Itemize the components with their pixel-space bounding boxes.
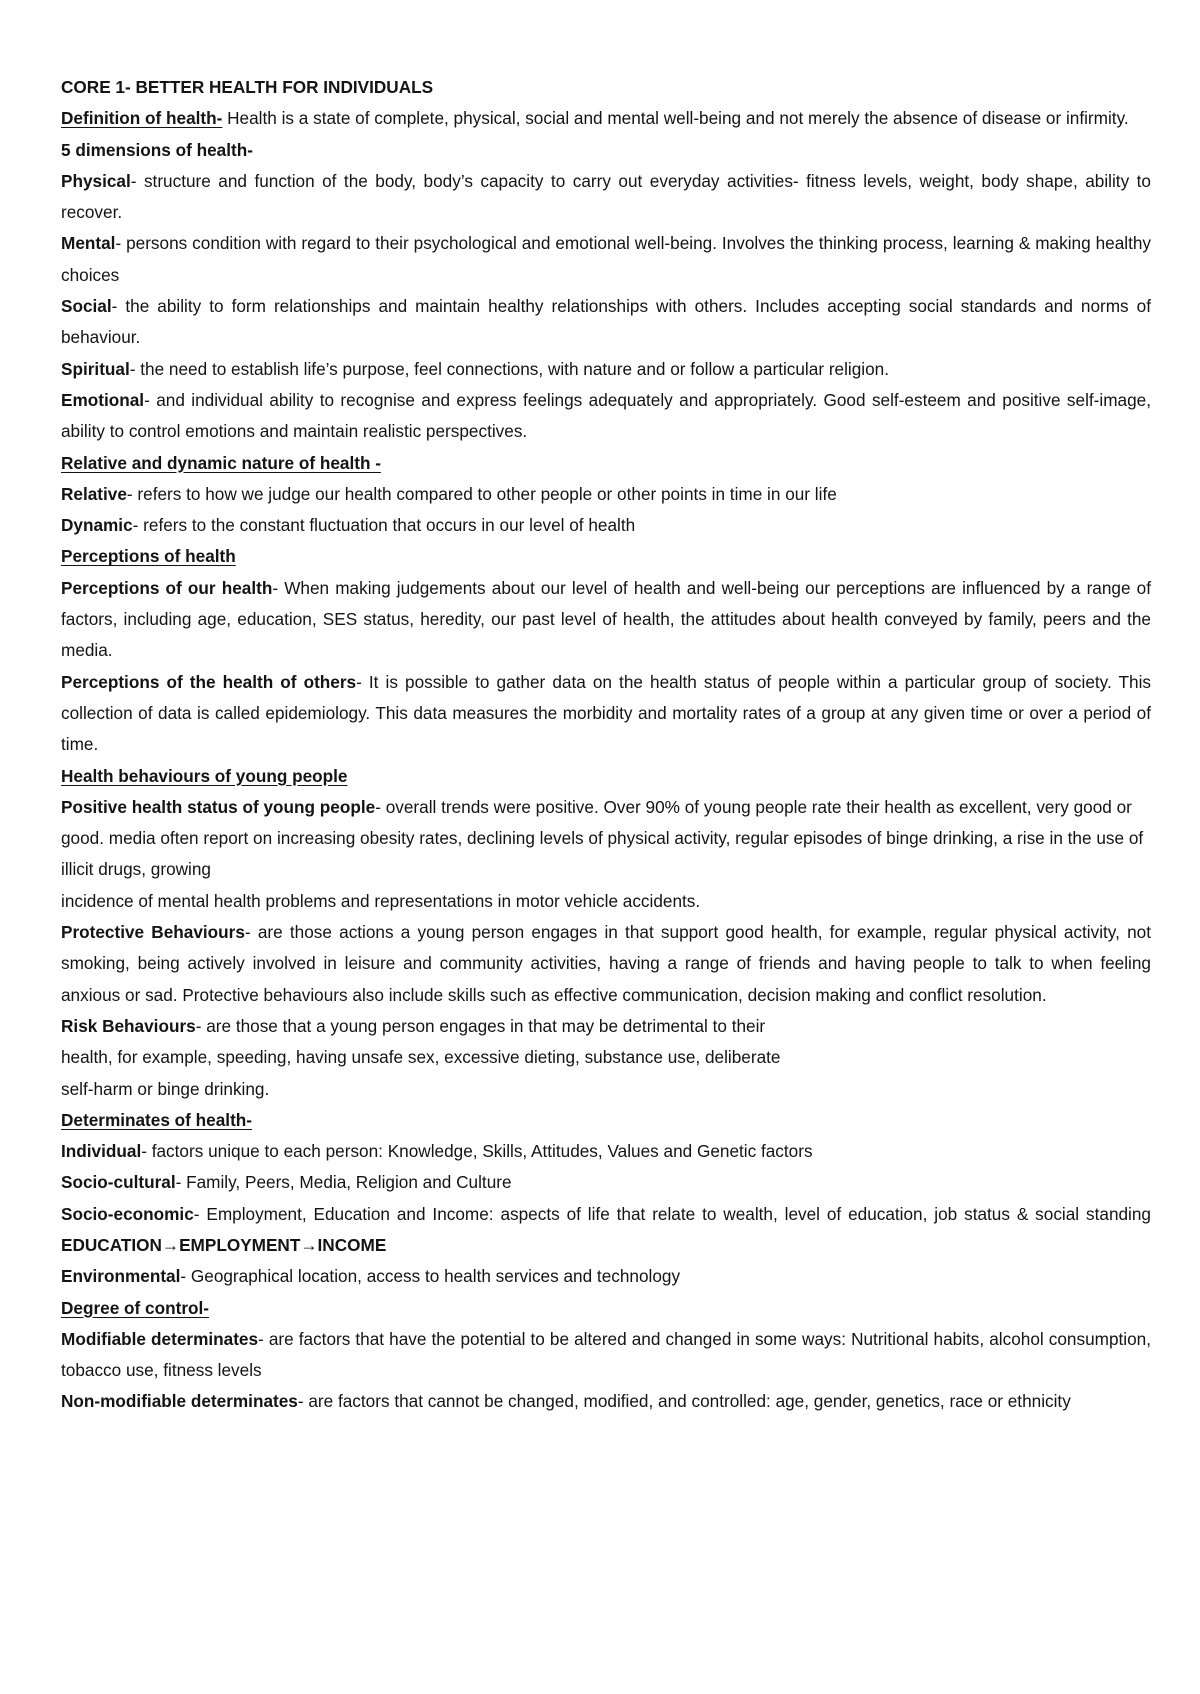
dimension-spiritual <box>61 354 1151 385</box>
environmental-term: Environmental <box>61 1266 181 1287</box>
document-title: CORE 1- BETTER HEALTH FOR INDIVIDUALS <box>61 77 434 97</box>
dimension-text: - and individual ability to recognise and express feelings adequately and appropriately. Good self-esteem and positive self-image, ability to control emotions and maintain realistic perspectives. <box>61 389 1151 442</box>
perceptions-others-term: Perceptions of the health of others <box>61 671 357 692</box>
perceptions-own-text: - When making judgements about our level of health and well-being our perceptions are influenced by a range of factors, including age, education, SES status, heredity, our past level of health, the attitudes about health conveyed by family, peers and the media. <box>61 577 1152 661</box>
nonmodifiable-term: Non-modifiable determinates <box>61 1391 298 1412</box>
risk-behaviours-term: Risk Behaviours <box>61 1015 196 1036</box>
individual-text: - factors unique to each person: Knowledge, Skills, Attitudes, Values and Genetic factors <box>141 1141 813 1162</box>
determinates-heading: Determinates of health- <box>61 1109 253 1130</box>
risk-behaviours-continuation: health, for example, speeding, having unsafe sex, excessive dieting, substance use, deliberate <box>61 1047 781 1068</box>
relative-term: Relative <box>61 483 127 504</box>
nonmodifiable-text: - are factors that cannot be changed, modified, and controlled: age, gender, genetics, race or ethnicity <box>297 1391 1071 1412</box>
protective-behaviours-paragraph <box>61 917 1151 1011</box>
dimension-term: Spiritual <box>61 358 130 379</box>
dynamic-paragraph <box>61 510 1151 541</box>
document-page <box>61 72 1151 1418</box>
sociocultural-term: Socio-cultural <box>61 1172 176 1193</box>
socioeconomic-paragraph <box>61 1199 1151 1262</box>
dimension-text: - persons condition with regard to their psychological and emotional well-being. Involves the thinking process, learning & making healthy choices <box>61 233 1151 285</box>
modifiable-term: Modifiable determinates <box>61 1328 259 1349</box>
dimension-text: - the need to establish life’s purpose, feel connections, with nature and or follow a particular religion. <box>129 358 890 379</box>
dimension-physical <box>61 166 1151 229</box>
dimension-social <box>61 291 1151 354</box>
dynamic-term: Dynamic <box>61 515 133 536</box>
individual-term: Individual <box>61 1141 142 1162</box>
relative-paragraph <box>61 479 1151 510</box>
dimension-term: Physical <box>61 170 131 191</box>
positive-status-continuation: incidence of mental health problems and representations in motor vehicle accidents. <box>61 890 701 911</box>
perceptions-own-paragraph <box>61 573 1151 667</box>
relative-heading: Relative and dynamic nature of health - <box>61 452 381 473</box>
definition-text: Health is a state of complete, physical, social and mental well-being and not merely the absence of disease or infirmity. <box>222 108 1129 129</box>
protective-behaviours-text: - are those actions a young person engages in that support good health, for example, regular physical activity, not smoking, being actively involved in leisure and community activities, having a range of friends and having people to talk to when feeling anxious or sad. Protective behaviours also include skills such as effective communication, decision making and conflict resolution. <box>61 922 1151 1005</box>
environmental-text: - Geographical location, access to health services and technology <box>180 1266 681 1287</box>
dynamic-text: - refers to the constant fluctuation that occurs in our level of health <box>132 515 636 536</box>
risk-behaviours-text: - are those that a young person engages in that may be detrimental to their <box>195 1015 766 1036</box>
dimension-term: Emotional <box>61 389 145 410</box>
socioeconomic-term: Socio-economic <box>61 1203 194 1224</box>
dimension-mental <box>61 228 1151 291</box>
sociocultural-text: - Family, Peers, Media, Religion and Culture <box>175 1172 512 1193</box>
modifiable-paragraph <box>61 1324 1151 1387</box>
nonmodifiable-paragraph <box>61 1386 1151 1417</box>
perceptions-own-term: Perceptions of our health <box>61 577 273 598</box>
protective-behaviours-term: Protective Behaviours <box>61 922 245 943</box>
positive-status-term: Positive health status of young people <box>61 796 376 817</box>
perceptions-heading: Perceptions of health <box>61 546 236 567</box>
behaviours-heading: Health behaviours of young people <box>61 765 348 786</box>
dimension-term: Mental <box>61 233 116 254</box>
perceptions-others-text: - It is possible to gather data on the health status of people within a particular group of society. This collection of data is called epidemiology. This data measures the morbidity and mortality rates of a group at any given time or over a period of time. <box>61 671 1151 755</box>
positive-status-text: - overall trends were positive. Over 90% of young people rate their health as excellent, very good or good. media often report on increasing obesity rates, declining levels of physical activity, regular episodes of binge drinking, a rise in the use of illicit drugs, growing <box>61 796 1144 880</box>
dimensions-heading: 5 dimensions of health- <box>61 139 253 160</box>
education-employment-income-chain: EDUCATION→EMPLOYMENT→INCOME <box>61 1234 387 1255</box>
environmental-paragraph <box>61 1261 1151 1292</box>
risk-behaviours-continuation: self-harm or binge drinking. <box>61 1078 270 1099</box>
dimension-emotional <box>61 385 1151 448</box>
definition-paragraph <box>61 103 1151 134</box>
dimension-term: Social <box>61 296 112 317</box>
socioeconomic-text: - Employment, Education and Income: aspects of life that relate to wealth, level of education, job status & social standing <box>193 1203 1151 1224</box>
positive-status-paragraph <box>61 792 1151 886</box>
dimension-text: - the ability to form relationships and maintain healthy relationships with others. Includes accepting social standards and norms of behaviour. <box>61 296 1151 348</box>
dimension-text: - structure and function of the body, body’s capacity to carry out everyday activities- fitness levels, weight, body shape, ability to recover. <box>61 170 1151 223</box>
modifiable-text: - are factors that have the potential to be altered and changed in some ways: Nutritional habits, alcohol consumption, tobacco use, fitness levels <box>61 1328 1151 1381</box>
relative-text: - refers to how we judge our health compared to other people or other points in time in our life <box>126 483 837 504</box>
control-heading: Degree of control- <box>61 1297 210 1318</box>
perceptions-others-paragraph <box>61 667 1151 761</box>
risk-behaviours-paragraph <box>61 1011 1151 1042</box>
definition-label: Definition of health- <box>61 108 223 129</box>
individual-paragraph <box>61 1136 1151 1167</box>
sociocultural-paragraph <box>61 1167 1151 1198</box>
